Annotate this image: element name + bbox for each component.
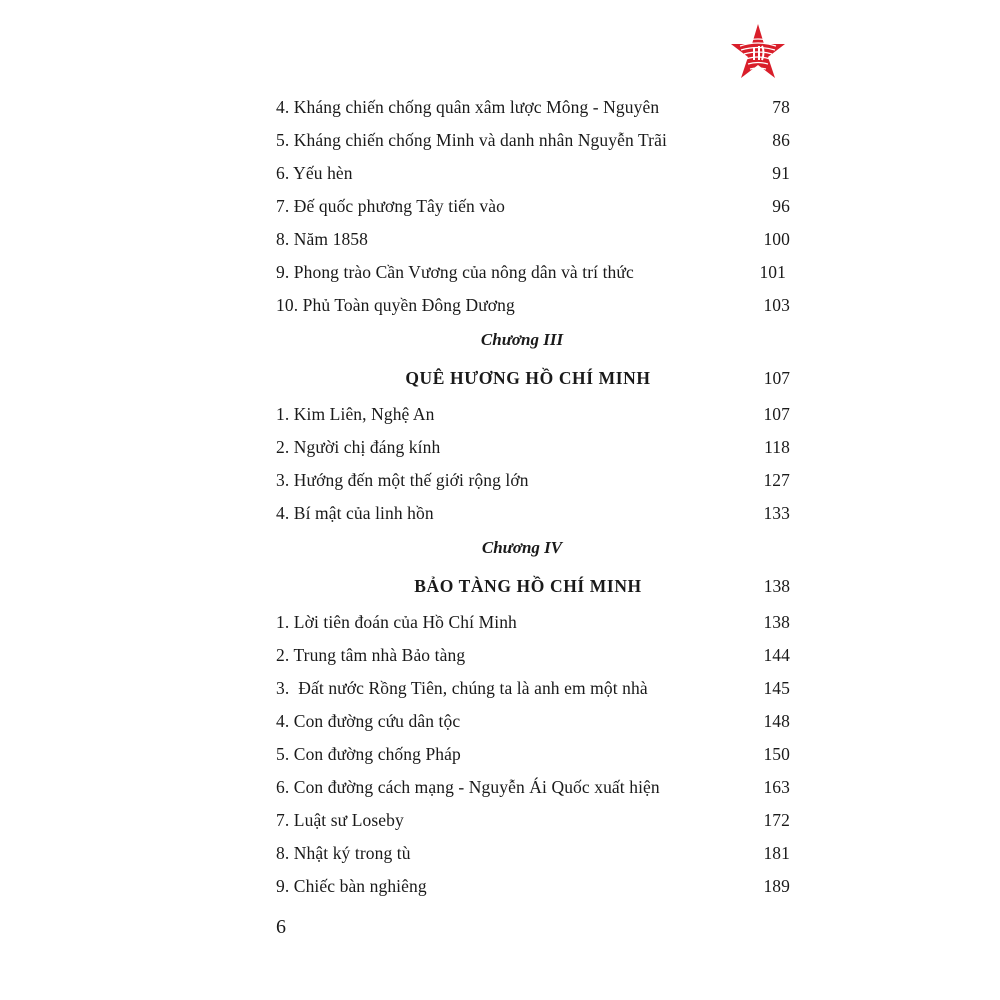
toc-entry-title: 6. Yếu hèn — [276, 163, 353, 183]
toc-entry-page: 145 — [763, 678, 790, 698]
toc-entry-page: 144 — [763, 645, 790, 665]
toc-entry — [276, 256, 790, 289]
toc-entry — [276, 639, 790, 672]
toc-entry — [276, 124, 790, 157]
toc-entry-page: 163 — [763, 777, 790, 797]
toc-entry-title: 7. Đế quốc phương Tây tiến vào — [276, 196, 505, 216]
toc-entry-title: 4. Bí mật của linh hồn — [276, 503, 434, 523]
toc-entry-page: 133 — [763, 503, 790, 523]
chapter-title: QUÊ HƯƠNG HỒ CHÍ MINH — [405, 367, 651, 388]
toc-entry-page: 118 — [764, 437, 790, 457]
toc-entry-page: 86 — [772, 130, 790, 150]
toc-entry-title: 9. Chiếc bàn nghiêng — [276, 876, 427, 896]
toc-entry — [276, 464, 790, 497]
toc-entry-page: 189 — [763, 876, 790, 896]
toc-entry — [276, 190, 790, 223]
toc-entry — [276, 223, 790, 256]
toc-entry-page: 150 — [763, 744, 790, 764]
toc-entry-title: 8. Năm 1858 — [276, 229, 368, 249]
toc-entry-page: 101 — [759, 262, 786, 282]
chapter-page: 107 — [763, 367, 790, 388]
toc-entry-page: 100 — [763, 229, 790, 249]
page-number: 6 — [276, 916, 286, 938]
chapter-label: Chương III — [480, 330, 564, 349]
toc-entry — [276, 157, 790, 190]
toc-entry — [276, 91, 790, 124]
toc-entry — [276, 431, 790, 464]
toc-entry-title: 3. Đất nước Rồng Tiên, chúng ta là anh em một nhà — [276, 678, 648, 698]
toc-entry — [276, 289, 790, 322]
toc-entry-title: 7. Luật sư Loseby — [276, 810, 404, 830]
toc-entry-page: 103 — [763, 295, 790, 315]
toc-entry — [276, 837, 790, 870]
toc-entry-title: 4. Con đường cứu dân tộc — [276, 711, 461, 731]
toc-entry-page: 96 — [772, 196, 790, 216]
toc-entry-page: 138 — [763, 612, 790, 632]
toc-entry-title: 1. Kim Liên, Nghệ An — [276, 404, 435, 424]
toc-entry-page: 91 — [772, 163, 790, 183]
toc-entry-title: 2. Người chị đáng kính — [276, 437, 441, 457]
toc-entry-page: 107 — [763, 404, 790, 424]
toc-entry-title: 1. Lời tiên đoán của Hồ Chí Minh — [276, 612, 517, 632]
toc-entry-page: 181 — [763, 843, 790, 863]
toc-entry-title: 5. Kháng chiến chống Minh và danh nhân Nguyễn Trãi — [276, 130, 667, 150]
chapter-heading — [276, 358, 790, 398]
toc-entry — [276, 497, 790, 530]
toc-entry-title: 9. Phong trào Cần Vương của nông dân và trí thức — [276, 262, 634, 282]
toc-entry-page: 127 — [763, 470, 790, 490]
table-of-contents — [276, 91, 790, 903]
toc-entry — [276, 398, 790, 431]
toc-entry-title: 10. Phủ Toàn quyền Đông Dương — [276, 295, 515, 315]
chapter-page: 138 — [763, 575, 790, 596]
toc-entry-title: 8. Nhật ký trong tù — [276, 843, 411, 863]
toc-entry — [276, 738, 790, 771]
toc-entry-title: 5. Con đường chống Pháp — [276, 744, 461, 764]
toc-entry-title: 6. Con đường cách mạng - Nguyễn Ái Quốc xuất hiện — [276, 777, 660, 797]
chapter-label: Chương IV — [481, 538, 563, 557]
star-logo-icon — [728, 22, 788, 82]
toc-entry-page: 78 — [772, 97, 790, 117]
toc-entry-title: 3. Hướng đến một thế giới rộng lớn — [276, 470, 529, 490]
chapter-heading — [276, 566, 790, 606]
toc-entry — [276, 870, 790, 903]
toc-entry — [276, 804, 790, 837]
toc-entry — [276, 672, 790, 705]
toc-entry-title: 2. Trung tâm nhà Bảo tàng — [276, 645, 466, 665]
toc-entry-page: 148 — [763, 711, 790, 731]
toc-entry-title: 4. Kháng chiến chống quân xâm lược Mông - Nguyên — [276, 97, 660, 117]
toc-entry — [276, 606, 790, 639]
toc-entry-page: 172 — [763, 810, 790, 830]
toc-entry — [276, 771, 790, 804]
toc-entry — [276, 705, 790, 738]
chapter-title: BẢO TÀNG HỒ CHÍ MINH — [414, 575, 642, 596]
